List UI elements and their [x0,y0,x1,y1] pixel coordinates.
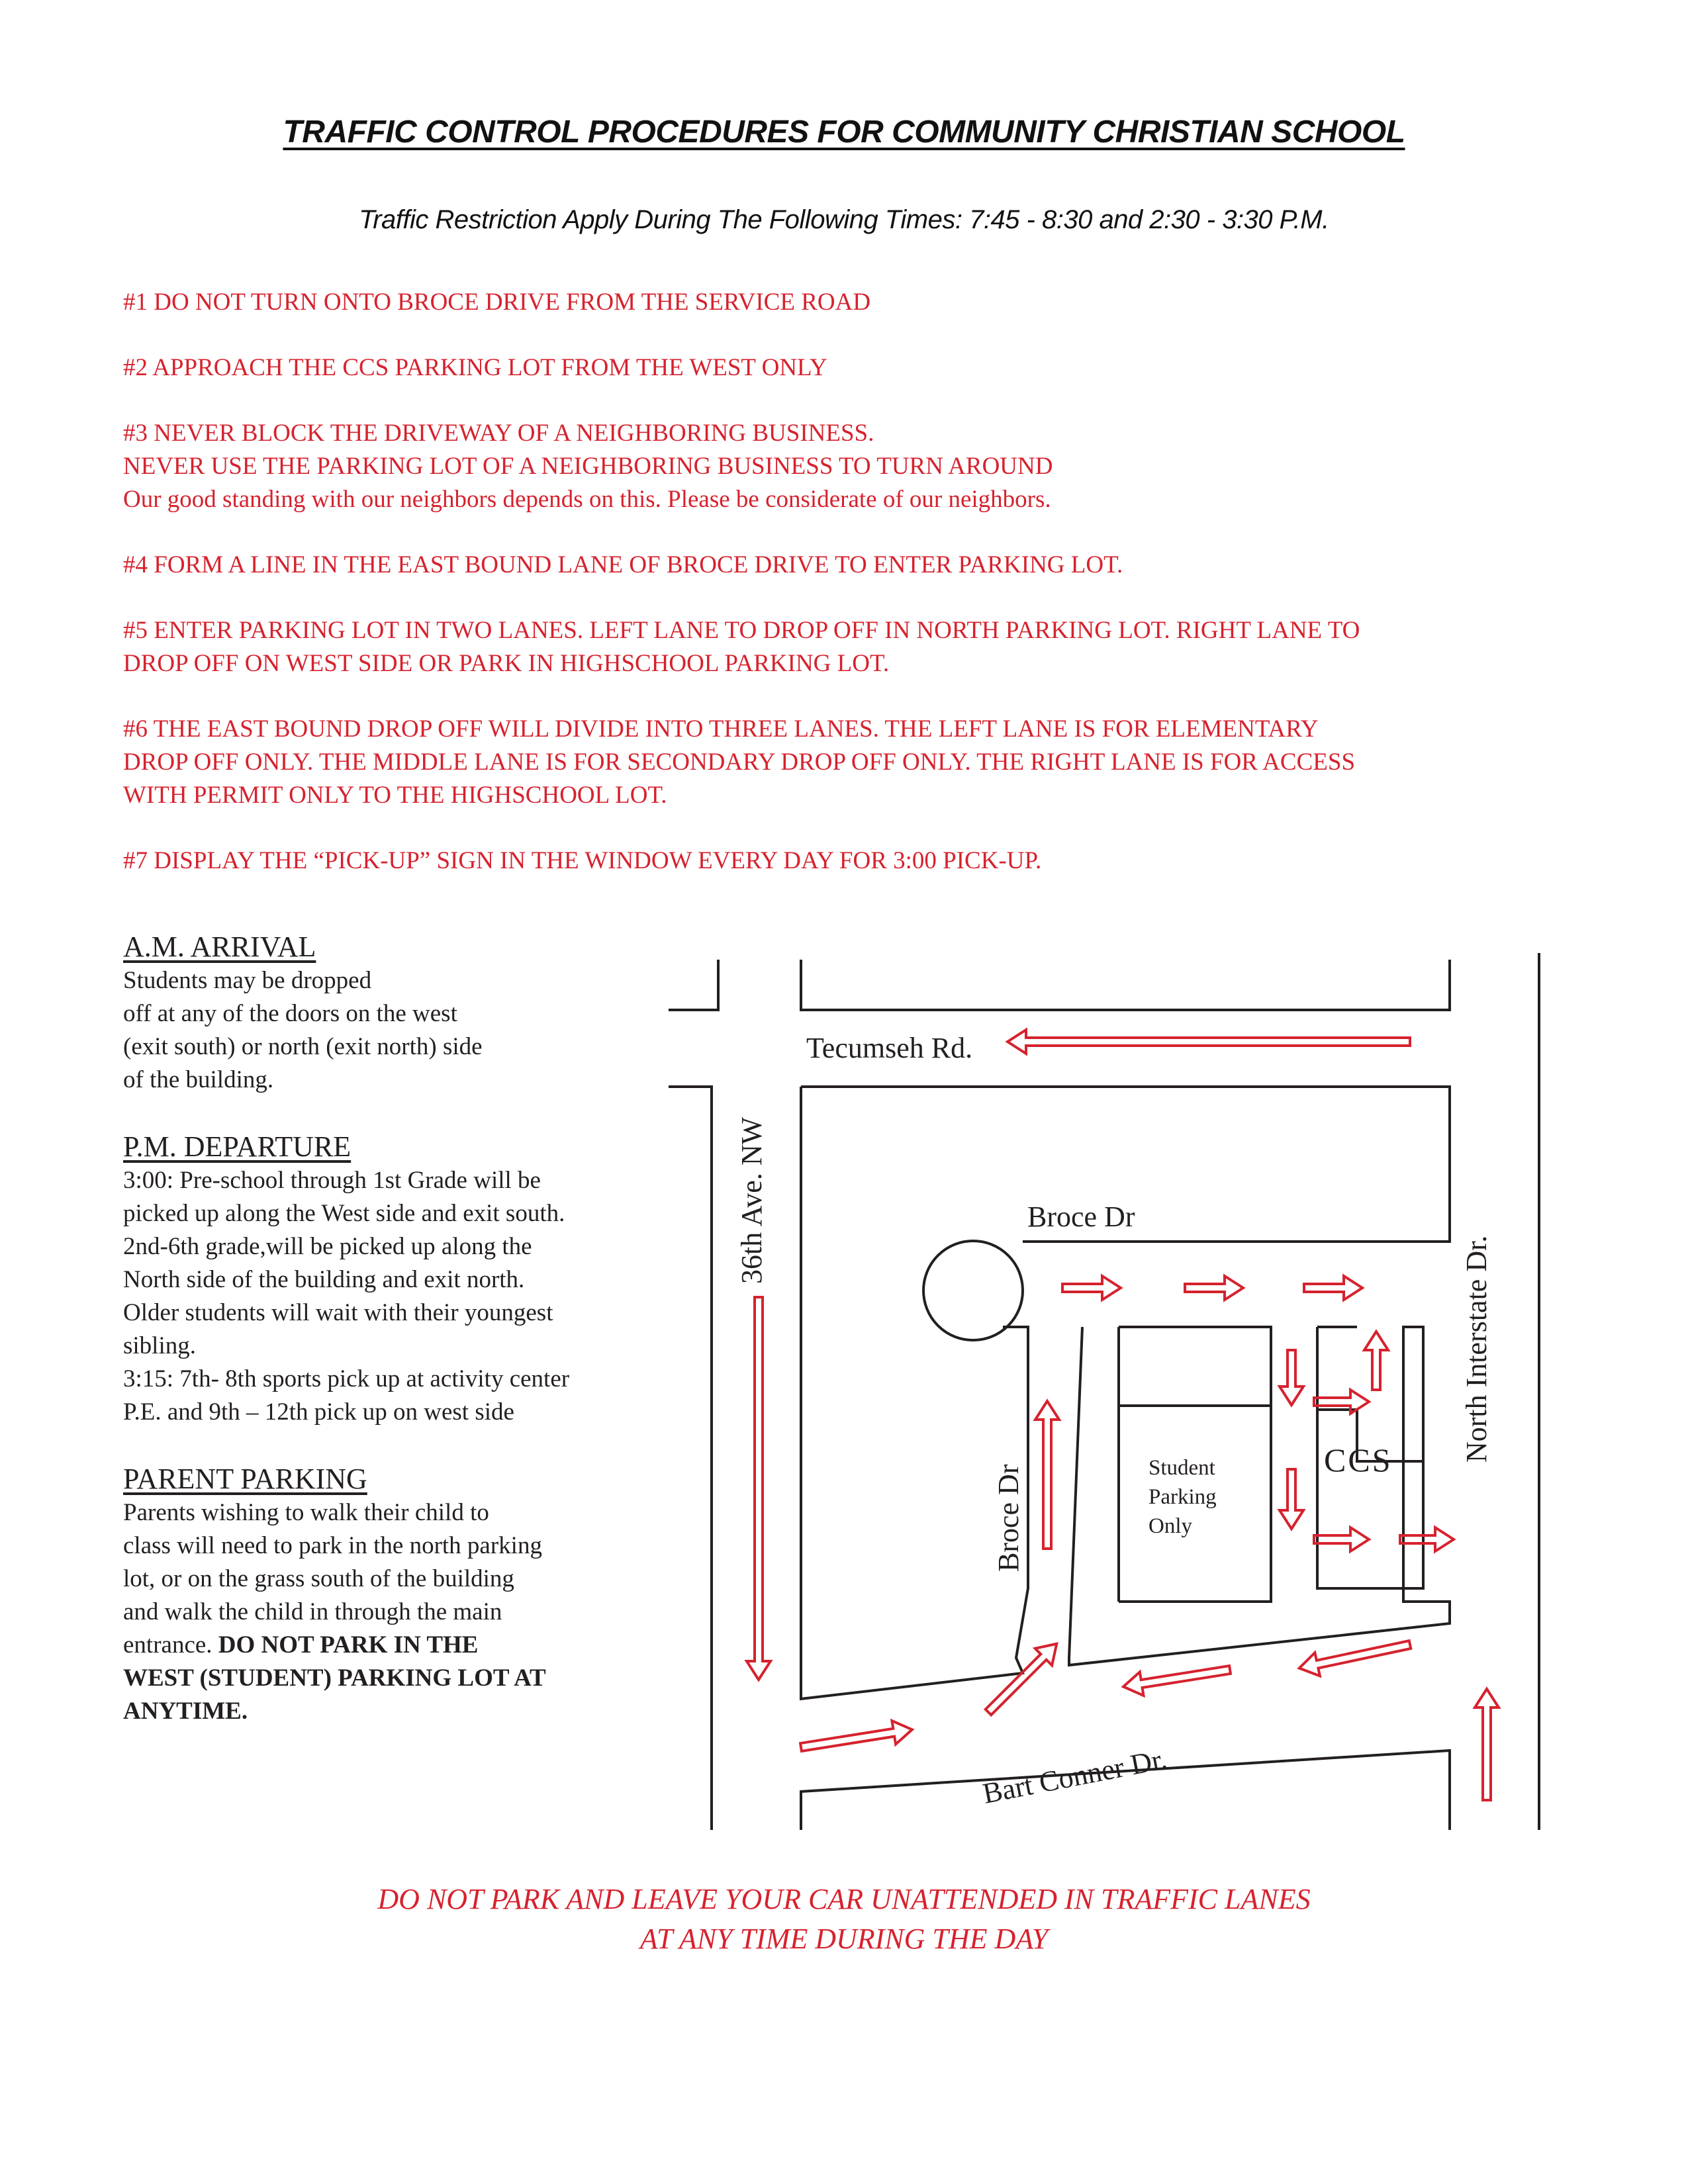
arrow-west-bart-1 [1121,1658,1232,1698]
pm-departure-line: sibling. [123,1332,196,1359]
student-parking-label: Parking [1149,1485,1217,1509]
pm-departure-heading: P.M. DEPARTURE [123,1130,352,1163]
arrow-northeast-entry [980,1635,1065,1721]
arrow-west-bart-2 [1297,1633,1413,1680]
am-arrival-heading: A.M. ARRIVAL [123,931,316,963]
parent-parking-heading: PARENT PARKING [123,1463,367,1495]
road-label-broce-side: Broce Dr [992,1464,1025,1572]
arrow-east-lot-2 [1314,1527,1369,1551]
parent-parking-line: and walk the child in through the main [123,1598,502,1625]
rule-3 [123,417,1579,516]
rule-line: #3 NEVER BLOCK THE DRIVEWAY OF A NEIGHBORING BUSINESS. [123,420,874,447]
am-arrival-line: of the building. [123,1066,274,1093]
pm-departure-line: picked up along the West side and exit south. [123,1200,565,1227]
pm-departure-line: North side of the building and exit north. [123,1266,525,1293]
arrow-east-bart-1 [799,1718,914,1759]
parent-parking-warning: DO NOT PARK IN THE [218,1631,479,1659]
footer-line: DO NOT PARK AND LEAVE YOUR CAR UNATTENDED IN TRAFFIC LANES [377,1883,1311,1915]
pm-departure-line: 2nd-6th grade,will be picked up along the [123,1233,532,1260]
parent-parking-warning: ANYTIME. [123,1698,248,1725]
pm-departure-line: 3:00: Pre-school through 1st Grade will be [123,1167,541,1194]
rule-line: #7 DISPLAY THE “PICK-UP” SIGN IN THE WINDOW EVERY DAY FOR 3:00 PICK-UP. [123,847,1042,874]
arrow-east-broce-2 [1185,1276,1243,1300]
traffic-map [655,940,1569,1840]
am-arrival-section [123,930,639,1097]
traffic-arrows [747,1030,1499,1800]
rule-line: #5 ENTER PARKING LOT IN TWO LANES. LEFT LANE TO DROP OFF IN NORTH PARKING LOT. RIGHT LANE TO [123,617,1360,644]
road-label-north-interstate: North Interstate Dr. [1460,1235,1493,1463]
am-arrival-line: (exit south) or north (exit north) side [123,1033,483,1060]
parent-parking-line: class will need to park in the north parking [123,1532,542,1559]
rule-5 [123,614,1579,680]
rule-line: DROP OFF ON WEST SIDE OR PARK IN HIGHSCHOOL PARKING LOT. [123,650,890,677]
parent-parking-line: Parents wishing to walk their child to [123,1499,489,1526]
rule-line: #6 THE EAST BOUND DROP OFF WILL DIVIDE INTO THREE LANES. THE LEFT LANE IS FOR ELEMENTARY [123,715,1319,743]
page-title: TRAFFIC CONTROL PROCEDURES FOR COMMUNITY CHRISTIAN SCHOOL [283,114,1405,150]
arrow-east-broce-1 [1062,1276,1121,1300]
rule-line: Our good standing with our neighbors depends on this. Please be considerate of our neighbors. [123,486,1051,513]
rule-7 [123,844,1579,878]
road-outlines [669,953,1539,1830]
am-arrival-line: Students may be dropped [123,967,372,994]
student-parking-label: Only [1149,1514,1192,1538]
rule-line: WITH PERMIT ONLY TO THE HIGHSCHOOL LOT. [123,782,667,809]
rule-line: NEVER USE THE PARKING LOT OF A NEIGHBORING BUSINESS TO TURN AROUND [123,453,1053,480]
footer-line: AT ANY TIME DURING THE DAY [639,1923,1049,1955]
pm-departure-line: P.E. and 9th – 12th pick up on west side [123,1398,514,1426]
road-label-broce-top: Broce Dr [1027,1201,1135,1233]
rule-1 [123,286,1579,319]
rule-4 [123,549,1579,582]
rule-6 [123,713,1579,812]
instructions-sidebar [123,930,639,1728]
pm-departure-line: 3:15: 7th- 8th sports pick up at activity center [123,1365,570,1392]
parent-parking-plain-text: entrance. [123,1631,218,1659]
arrow-south-lot-1 [1280,1350,1303,1405]
arrow-east-broce-3 [1304,1276,1362,1300]
pm-departure-section [123,1130,639,1429]
arrow-east-lot-3 [1400,1527,1454,1551]
time-restriction-subtitle: Traffic Restriction Apply During The Following Times: 7:45 - 8:30 and 2:30 - 3:30 P.M. [359,205,1329,234]
arrow-north-broce-side [1035,1401,1059,1549]
arrow-south-36th [747,1297,771,1680]
rules-list [123,286,1579,910]
road-label-bart-conner: Bart Conner Dr. [980,1742,1170,1810]
rule-line: DROP OFF ONLY. THE MIDDLE LANE IS FOR SECONDARY DROP OFF ONLY. THE RIGHT LANE IS FOR ACCESS [123,749,1356,776]
road-label-tecumseh: Tecumseh Rd. [806,1032,973,1064]
rule-line: #1 DO NOT TURN ONTO BROCE DRIVE FROM THE SERVICE ROAD [123,289,871,316]
arrow-north-ccs [1364,1332,1388,1390]
pm-departure-line: Older students will wait with their youngest [123,1299,553,1326]
footer-warning [0,1880,1688,1959]
am-arrival-line: off at any of the doors on the west [123,1000,457,1027]
rule-line: #2 APPROACH THE CCS PARKING LOT FROM THE WEST ONLY [123,354,827,381]
ccs-building-label: CCS [1324,1441,1393,1479]
student-parking-label: Student [1149,1456,1215,1480]
parent-parking-line: lot, or on the grass south of the building [123,1565,514,1592]
arrow-north-interstate [1475,1689,1499,1800]
rule-2 [123,351,1579,385]
arrow-south-lot-2 [1280,1469,1303,1529]
parent-parking-line [123,1629,639,1662]
arrow-west-tecumseh [1008,1030,1410,1054]
parent-parking-section [123,1462,639,1728]
parent-parking-warning: WEST (STUDENT) PARKING LOT AT [123,1664,546,1692]
cul-de-sac [923,1241,1023,1340]
road-label-36th-ave: 36th Ave. NW [735,1116,768,1284]
rule-line: #4 FORM A LINE IN THE EAST BOUND LANE OF BROCE DRIVE TO ENTER PARKING LOT. [123,551,1123,578]
